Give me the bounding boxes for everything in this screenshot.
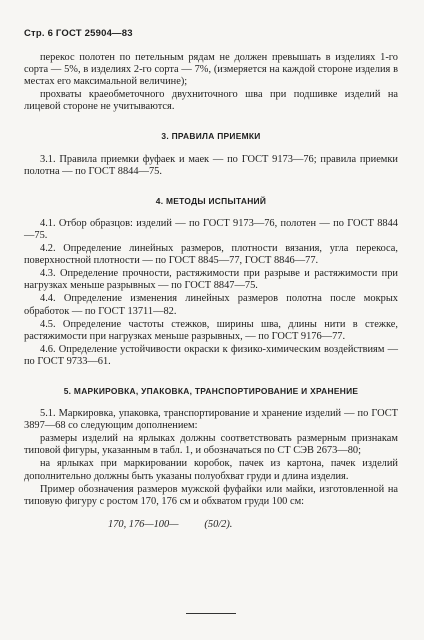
paragraph-4-4: 4.4. Определение изменения линейных размеров полотна после мокрых обработок — по ГОСТ 13711—82. [24, 293, 398, 317]
paragraph-5-1-labels: на ярлыках при маркировании коробок, пачек из картона, пачек изделий дополнительно должны быть указаны полуобхват груди и длина изделия. [24, 458, 398, 482]
paragraph-4-3: 4.3. Определение прочности, растяжимости при разрыве и растяжимости при нагрузках меньше разрывных — по ГОСТ 8847—75. [24, 268, 398, 292]
footer-rule [186, 613, 236, 614]
paragraph-overcast-seam: прохваты краеобметочного двухниточного шва при подшивке изделий на лицевой стороне не учитываются. [24, 89, 398, 113]
section-3-heading: 3. ПРАВИЛА ПРИЕМКИ [161, 131, 261, 142]
paragraph-5-1-sizes: размеры изделий на ярлыках должны соответствовать размерным признакам типовой фигуры, указанным в табл. 1, и обозначаться по СТ СЭВ 2673—80; [24, 433, 398, 457]
paragraph-4-6: 4.6. Определение устойчивости окраски к физико-химическим воздействиям — по ГОСТ 9733—61. [24, 343, 398, 367]
document-body [24, 52, 398, 531]
paragraph-4-1: 4.1. Отбор образцов: изделий — по ГОСТ 9173—76, полотен — по ГОСТ 8844—75. [24, 217, 398, 241]
section-4-heading: 4. МЕТОДЫ ИСПЫТАНИЙ [155, 195, 267, 206]
paragraph-3-1: 3.1. Правила приемки фуфаек и маек — по ГОСТ 9173—76; правила приемки полотна — по ГОСТ 8844—75. [24, 153, 398, 177]
size-designation-formula: 170, 176—100— (50/2). [108, 518, 233, 530]
paragraph-4-5: 4.5. Определение частоты стежков, ширины шва, длины нити в стежке, растяжимости при нагрузках меньше разрывных, — по ГОСТ 9176—77. [24, 318, 398, 342]
paragraph-4-2: 4.2. Определение линейных размеров, плотности вязания, угла перекоса, поверхностной плотности — по ГОСТ 8845—77, ГОСТ 8846—77. [24, 243, 398, 267]
paragraph-5-1-example: Пример обозначения размеров мужской фуфайки или майки, изготовленной на типовую фигуру с ростом 170, 176 см и обхватом груди 100 см: [24, 483, 398, 507]
page-header: Стр. 6 ГОСТ 25904—83 [24, 28, 133, 39]
paragraph-skew: перекос полотен по петельным рядам не должен превышать в изделиях 1-го сорта — 5%, в изделиях 2-го сорта — 7%, (измеряется на каждой стороне изделия в местах его максимальной величине); [24, 52, 398, 88]
section-5-heading: 5. МАРКИРОВКА, УПАКОВКА, ТРАНСПОРТИРОВАНИЕ И ХРАНЕНИЕ [63, 385, 359, 396]
paragraph-5-1: 5.1. Маркировка, упаковка, транспортирование и хранение изделий — по ГОСТ 3897—68 со следующим дополнением: [24, 408, 398, 432]
